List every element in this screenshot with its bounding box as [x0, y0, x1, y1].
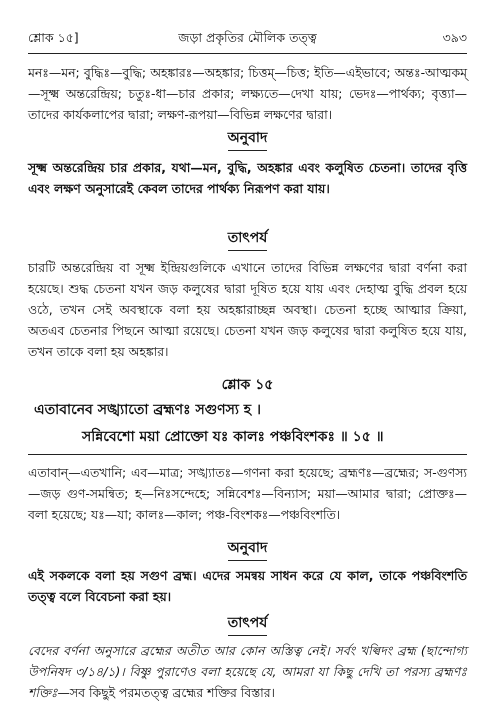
purport-2-part-5: —সব কিছুই পরমতত্ত্ব ব্রহ্মের শক্তির বিস্তার। — [57, 685, 275, 700]
translation-text-2: এই সকলকে বলা হয় সগুণ ব্রহ্ম। এদের সমন্বয় সাধন করে যে কাল, তাকে পঞ্চবিংশতি তত্ত্ব বলে বিবেচনা করা হয়। — [28, 568, 467, 604]
purport-section-2 — [28, 613, 467, 703]
verse-line-1: এতাবানেব সঙ্খ্যাতো ব্রহ্মণঃ সগুণস্য হ । — [34, 402, 262, 418]
translation-heading-1: অনুবাদ — [28, 128, 467, 151]
synonyms-section-2 — [28, 462, 467, 525]
purport-2-part-1: বেদের বর্ণনা অনুসারে ব্রহ্মের অতীত আর কোন অস্তিত্ব নেই। — [28, 643, 330, 658]
translation-heading-2: অনুবাদ — [28, 538, 467, 561]
purport-text-1: চারটি অন্তরেন্দ্রিয় বা সূক্ষ্ম ইন্দ্রিয়গুলিকে এখানে তাদের বিভিন্ন লক্ষণের দ্বারা বর্ণনা করা হয়েছে। শুদ্ধ চেতনা যখন জড় কলুষের দ্বারা দূষিত হয়ে যায় এবং দেহাত্ম বুদ্ধি প্রবল হয়ে ওঠে, তখন সেই অবস্থাকে বলা হয় অহঙ্কারাচ্ছন্ন অবস্থা। চেতনা হচ্ছে আত্মার ক্রিয়া, অতএব চেতনার পিছনে আত্মা রয়েছে। চেতনা যখন জড় কলুষের দ্বারা কলুষিত হয়ে যায়, তখন তাকে বলা হয় অহঙ্কার। — [28, 260, 467, 359]
synonyms-section-top — [28, 62, 467, 125]
verse-divider — [28, 454, 467, 455]
header-page-number: ৩৯৩ — [442, 30, 467, 45]
header-divider — [28, 53, 467, 54]
translation-text-1: সূক্ষ্ম অন্তরেন্দ্রিয় চার প্রকার, যথা—মন, বুদ্ধি, অহঙ্কার এবং কলুষিত চেতনা। তাদের বৃত্তি এবং লক্ষণ অনুসারেই কেবল তাদের পার্থক্য নিরূপণ করা যায়। — [28, 160, 467, 196]
purport-text-2 — [28, 640, 467, 703]
verse-lines — [28, 398, 467, 449]
synonyms-text-top: মনঃ—মন; বুদ্ধিঃ—বুদ্ধি; অহঙ্কারঃ—অহঙ্কার; চিত্তম্—চিত্ত; ইতি—এইভাবে; অন্তঃ-আত্মকম্—সূক্ষ্ম অন্তরেন্দ্রিয়; চতুঃ-ধা—চার প্রকার; লক্ষ্যতে—দেখা যায়; ভেদঃ—পার্থক্য; বৃত্ত্যা—তাদের কার্যকলাপের দ্বারা; লক্ষণ-রূপয়া—বিভিন্ন লক্ষণের দ্বারা। — [28, 65, 467, 122]
verse-label: শ্লোক ১৫ — [221, 377, 274, 393]
verse-section — [28, 375, 467, 396]
translation-section-2 — [28, 538, 467, 607]
verse-line-2: সন্নিবেশো ময়া প্রোক্তো যঃ কালঃ পঞ্চবিংশকঃ ॥ ১৫ ॥ — [82, 429, 384, 445]
synonyms-text-2: এতাবান্—এতখানি; এব—মাত্র; সঙ্খ্যাতঃ—গণনা করা হয়েছে; ব্রহ্মণঃ—ব্রহ্মের; স-গুণস্য—জড় গুণ-সমন্বিত; হ—নিঃসন্দেহে; সন্নিবেশঃ—বিন্যাস; ময়া—আমার দ্বারা; প্রোক্তঃ—বলা হয়েছে; যঃ—যা; কালঃ—কাল; পঞ্চ-বিংশকঃ—পঞ্চবিংশতি। — [28, 465, 467, 522]
purport-2-part-3: বিষ্ণু পুরাণেও বলা হয়েছে যে, আমরা যা কিছু দেখি তা — [129, 664, 398, 679]
purport-2-part-4: পরস্য ব্রহ্মণঃ শক্তিঃ — [28, 664, 467, 700]
purport-section-1 — [28, 228, 467, 362]
header-verse-ref: শ্লোক ১৫] — [28, 30, 79, 45]
purport-heading-2: তাৎপর্য — [28, 613, 467, 636]
purport-2-part-2: সর্বং খল্বিদং ব্রহ্ম (ছান্দোগ্য উপনিষদ ৩/১৪/১)। — [28, 643, 467, 679]
purport-heading-1: তাৎপর্য — [28, 228, 467, 251]
header-chapter-title: জড়া প্রকৃতির মৌলিক তত্ত্ব — [178, 30, 317, 45]
page-header — [28, 30, 467, 52]
translation-section-1 — [28, 128, 467, 199]
